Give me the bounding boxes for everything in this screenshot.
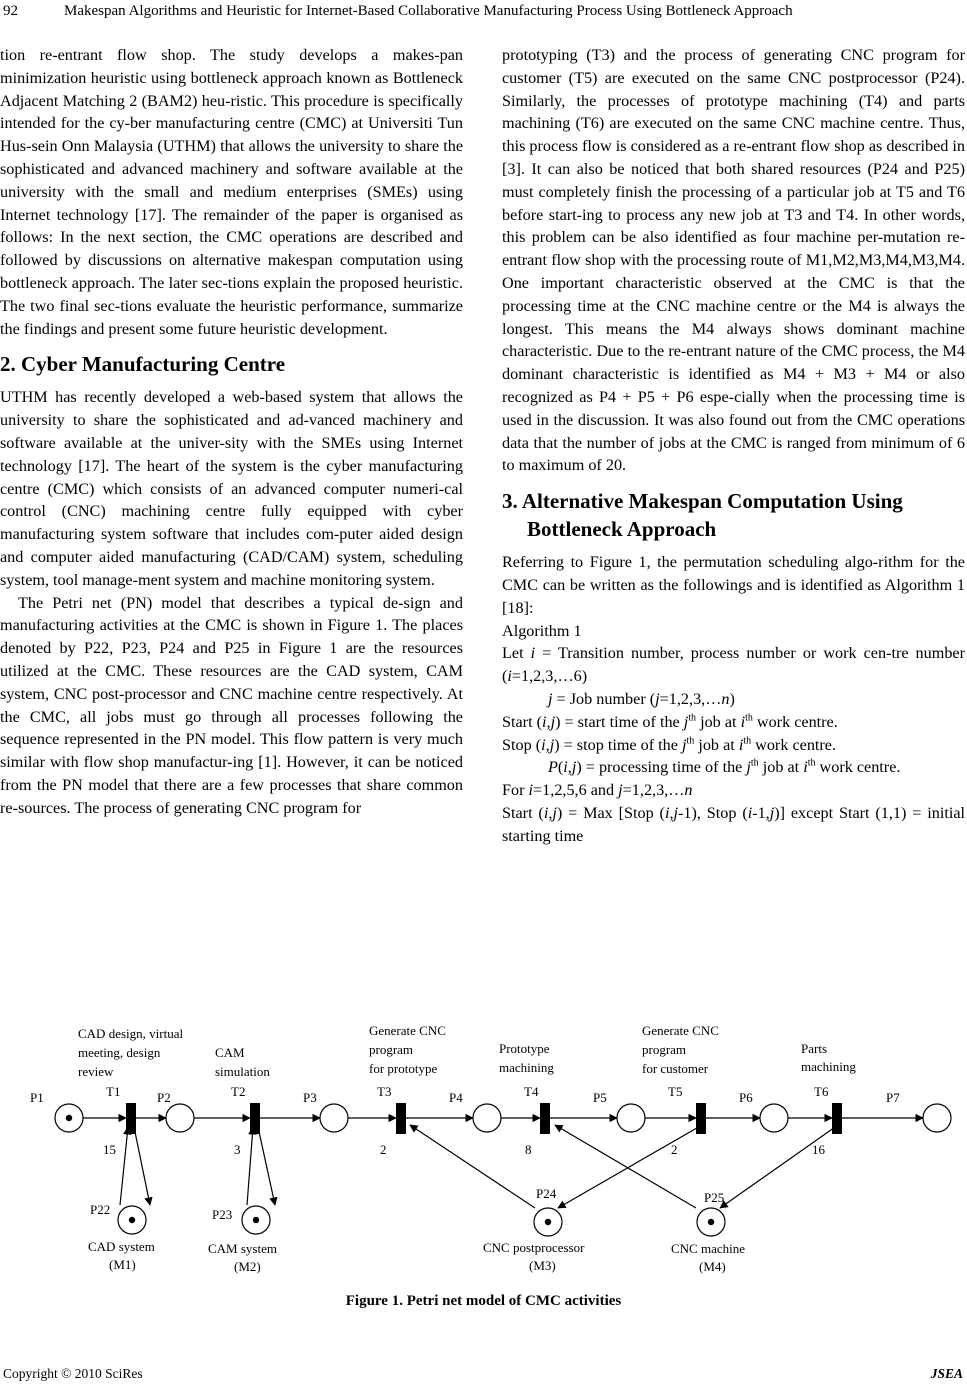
place-label-p4: P4 <box>449 1090 463 1105</box>
transition-label-t6: T6 <box>814 1084 829 1099</box>
petri-net-figure <box>20 1015 967 1295</box>
place-label-p1: P1 <box>30 1090 44 1105</box>
continuation-paragraph: prototyping (T3) and the process of generating CNC program for customer (T5) are executed on the same CNC postprocessor (P24). Similarly, the processes of prototype machining (T4) and parts machining (T6) are executed on the same CNC machine centre. Thus, this process flow is considered as a re-entrant flow shop as described in [3]. It can also be noticed that both shared resources (P24 and P25) must completely finish the processing of a particular job at T5 and T6 before start-ing to process any new job at T3 and T4. In other words, this problem can be also identified as four machine per-mutation re-entrant flow shop with the processing route of M1,M2,M3,M4,M3,M4. One important characteristic observed at the CMC is that the processing time at the CNC machine centre or the M4 is always the longest. This means the M4 always shows dominant machine characteristic. Due to the re-entrant nature of the CMC process, the M4 dominant characteristic is identified as M4 + M3 + M4 or also recognized as P4 + P5 + P6 espe-cially when the processing time is used in the discussion. It was also found out from the CMC operations data that the number of jobs at the CMC is ranged from minimum of 6 to maximum of 20. <box>502 46 966 475</box>
algorithm-stop-definition: Stop (i,j) = stop time of the $j^{th}$ job at $i^{th}$ work centre. <box>502 735 837 754</box>
transition-label-t1: T1 <box>106 1084 121 1099</box>
algorithm-let-line: Let i = Transition number, process number or work cen-tre number (i=1,2,3,…6) <box>502 644 965 686</box>
resource-label-p23: P23 <box>212 1207 233 1222</box>
resource-name-cam: CAM system <box>208 1241 277 1256</box>
transition-label-t5: T5 <box>668 1084 683 1099</box>
algorithm-title: Algorithm 1 <box>502 621 582 640</box>
place-label-p6: P6 <box>739 1090 753 1105</box>
places <box>55 1104 951 1236</box>
time-t4: 8 <box>525 1142 532 1157</box>
section-3-heading <box>502 487 965 543</box>
resource-name-cad: CAD system <box>88 1239 155 1254</box>
section-2-heading: 2. Cyber Manufacturing Centre <box>0 352 286 377</box>
running-title: Makespan Algorithms and Heuristic for Internet-Based Collaborative Manufacturing Process Using Bottleneck Approach <box>64 3 793 19</box>
time-t1: 15 <box>103 1142 116 1157</box>
t1-desc-1: CAD design, virtual <box>78 1026 184 1041</box>
resource-machine-m1: (M1) <box>109 1257 136 1272</box>
resource-arcs <box>120 1125 838 1208</box>
t4-desc-2: machining <box>499 1060 554 1075</box>
time-t2: 3 <box>234 1142 241 1157</box>
place-label-p5: P5 <box>593 1090 607 1105</box>
petri-net-paragraph: The Petri net (PN) model that describes a typical de-sign and manufacturing activities at the CMC is shown in Figure 1. The places denoted by P22, P23, P24 and P25 in Figure 1 are the resources utilized at the CMC. These resources are the CAD system, CAM system, CNC post-processor and CNC machine centre respectively. At the CMC, all jobs must go through all processes following the sequence represented in the PN model. This flow pattern is very much similar with flow shop manufactur-ing [1]. However, it can be noticed from the PN model that there are a few processes that share common re-sources. The process of generating CNC program for <box>0 593 463 817</box>
figure-caption: Figure 1. Petri net model of CMC activities <box>345 1293 622 1309</box>
time-t3: 2 <box>380 1142 387 1157</box>
section-3-heading-line2: Bottleneck Approach <box>527 517 717 542</box>
left-column <box>0 44 463 820</box>
cmc-paragraph: UTHM has recently developed a web-based system that allows the university to share the sophisticated and ad-vanced machinery and software available at the univer-sity with the SMEs using Internet technology [17]. The heart of the system is the cyber manufacturing centre (CMC) which consists of an advanced computer numeri-cal control (CNC) machining centre fully equipped with cyber manufacturing system software that includes com-puter aided design and computer aided manufacturing (CAD/CAM) system, scheduling system, tool manage-ment system and machine monitoring system. <box>0 388 463 589</box>
algorithm-start-definition: Start (i,j) = start time of the $j^{th}$ job at $i^{th}$ work centre. <box>502 712 838 731</box>
copyright-footer: Copyright © 2010 SciRes <box>3 1366 143 1381</box>
tokens <box>66 1115 714 1225</box>
time-t5: 2 <box>671 1142 678 1157</box>
t3-desc-3: for prototype <box>369 1061 438 1076</box>
t4-desc-1: Prototype <box>499 1041 550 1056</box>
section-3-heading-line1: 3. Alternative Makespan Computation Using <box>502 489 903 514</box>
transition-label-t2: T2 <box>231 1084 246 1099</box>
algorithm-processing-definition: P(i,j) = processing time of the $j^{th}$ job at $i^{th}$ work centre. <box>548 757 901 777</box>
place-label-p3: P3 <box>303 1090 317 1105</box>
resource-machine-m3: (M3) <box>529 1258 556 1273</box>
place-label-p7: P7 <box>886 1090 900 1105</box>
journal-footer: JSEA <box>930 1366 963 1381</box>
intro-paragraph: tion re-entrant flow shop. The study develops a makes-pan minimization heuristic using bottleneck approach known as Bottleneck Adjacent Matching 2 (BAM2) heu-ristic. This procedure is specifically intended for the cy-ber manufacturing centre (CMC) at Universiti Tun Hus-sein Onn Malaysia (UTHM) that allows the university to share the sophisticated and advanced machinery and software available at the university with the small and medium enterprises (SMEs) using Internet technology [17]. The remainder of the paper is organised as follows: In the next section, the CMC operations are described and followed by discussions on alternative makespan computation using bottleneck approach. The later sec-tions explain the proposed heuristic. The two final sec-tions evaluate the heuristic performance, summarize the findings and present some future heuristic development. <box>0 46 463 338</box>
resource-machine-m4: (M4) <box>699 1259 726 1274</box>
resource-label-p22: P22 <box>90 1202 111 1217</box>
t5-desc-1: Generate CNC <box>642 1023 719 1038</box>
t6-desc-2: machining <box>801 1059 856 1074</box>
transition-label-t4: T4 <box>524 1084 539 1099</box>
algorithm-start-equation: Start (i,j) = Max [Stop (i,j-1), Stop (i-1,j)] except Start (1,1) = initial starting time <box>502 803 965 845</box>
t2-desc-2: simulation <box>215 1064 270 1079</box>
resource-label-p25: P25 <box>704 1190 725 1205</box>
t6-desc-1: Parts <box>801 1041 827 1056</box>
transition-label-t3: T3 <box>377 1084 392 1099</box>
t2-desc-1: CAM <box>215 1045 245 1060</box>
algorithm-for-line: For i=1,2,5,6 and j=1,2,3,…n <box>502 781 693 800</box>
resource-machine-m2: (M2) <box>234 1259 261 1274</box>
algorithm-job-line: j = Job number (j=1,2,3,…n) <box>548 689 735 708</box>
resource-name-cnc-machine: CNC machine <box>671 1241 746 1256</box>
time-t6: 16 <box>812 1142 825 1157</box>
page-header <box>0 0 967 24</box>
t1-desc-2: meeting, design <box>78 1045 161 1060</box>
t1-desc-3: review <box>78 1064 114 1079</box>
place-label-p2: P2 <box>157 1090 171 1105</box>
resource-name-cnc-post: CNC postprocessor <box>483 1240 585 1255</box>
t5-desc-3: for customer <box>642 1061 709 1076</box>
page-number: 92 <box>3 3 18 19</box>
t5-desc-2: program <box>642 1042 687 1057</box>
t3-desc-2: program <box>369 1042 414 1057</box>
algorithm-intro-paragraph: Referring to Figure 1, the permutation scheduling algo-rithm for the CMC can be written as the followings and is identified as Algorithm 1 [18]: <box>502 553 965 617</box>
right-column <box>502 44 965 848</box>
t3-desc-1: Generate CNC <box>369 1023 446 1038</box>
resource-label-p24: P24 <box>536 1186 557 1201</box>
